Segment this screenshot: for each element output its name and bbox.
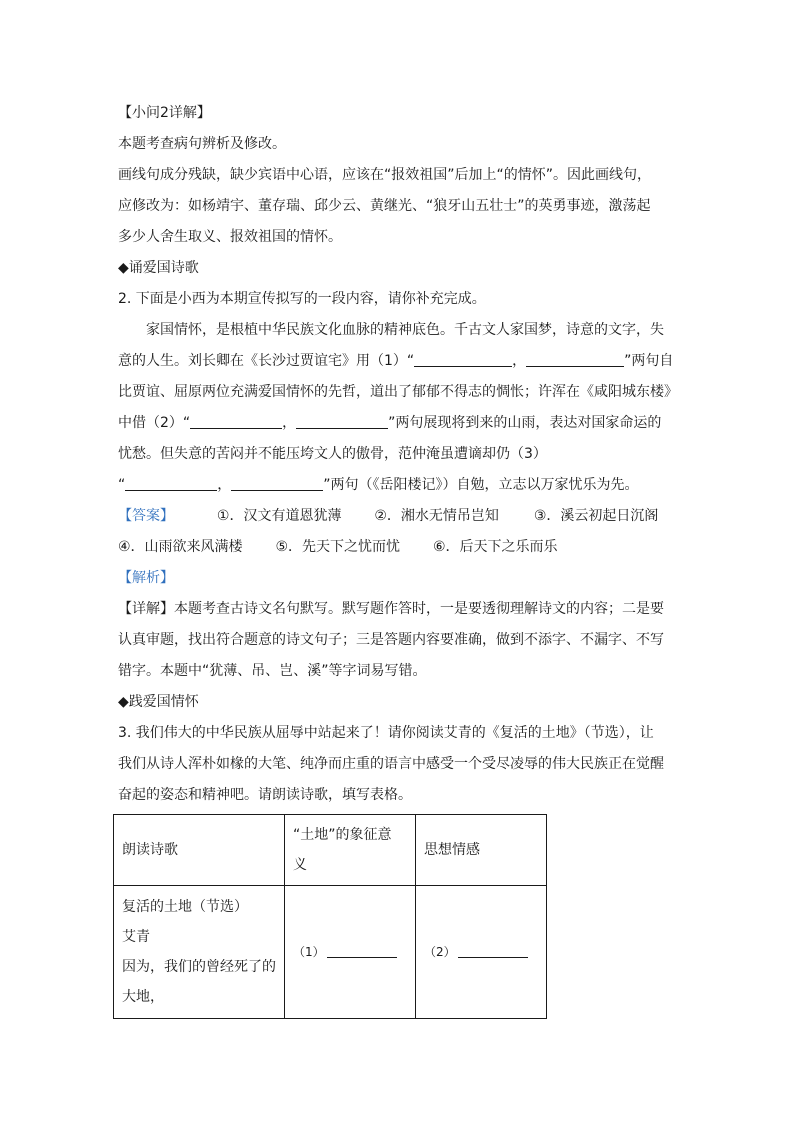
- fill-blank-6[interactable]: [231, 474, 323, 491]
- question-2-stem: 2. 下面是小西为本期宣传拟写的一段内容，请你补充完成。: [118, 291, 486, 307]
- question-3-stem: 奋起的姿态和精神吧。请朗读诗歌，填写表格。: [118, 787, 412, 803]
- header-text: 义: [293, 857, 307, 873]
- passage-line: 家国情怀，是根植中华民族文化血脉的精神底色。千古文人家国梦，诗意的文字，失: [146, 322, 664, 338]
- answer-item: ⑥．后天下之乐而乐: [432, 539, 558, 555]
- header-text: 思想情感: [424, 842, 480, 858]
- table-fill-blank-2[interactable]: [458, 943, 528, 958]
- answer-item: ④．山雨欲来风满楼: [118, 539, 243, 555]
- passage-text: ，: [282, 415, 297, 431]
- answer-cell-1: [285, 886, 416, 1019]
- passage-text: 意的人生。刘长卿在《长沙过贾谊宅》用（1）“: [118, 353, 415, 369]
- passage-text: ”两句（《岳阳楼记》）自勉，立志以万家忧乐为先。: [323, 477, 639, 493]
- question-3-stem: 3. 我们伟大的中华民族从屈辱中站起来了！请你阅读艾青的《复活的土地》（节选），让: [118, 725, 654, 741]
- blank-label: （2）: [424, 945, 456, 959]
- passage-text: “: [118, 477, 126, 493]
- answer-item: ⑤．先天下之忧而忧: [275, 539, 401, 555]
- fill-blank-1[interactable]: [414, 350, 512, 367]
- fill-blank-3[interactable]: [190, 412, 282, 429]
- table-header-row: [114, 815, 547, 886]
- answer-label: 【答案】: [118, 508, 174, 524]
- table-header-cell: [285, 815, 416, 886]
- poem-title: 复活的土地（节选）: [122, 899, 248, 915]
- passage-line: [118, 346, 678, 377]
- passage-line: 比贾谊、屈原两位充满爱国情怀的先哲，道出了郁郁不得志的惆怅；许浑在《咸阳城东楼》: [118, 384, 678, 400]
- answer-item: ②．湘水无情吊岂知: [374, 508, 499, 524]
- poem-line: 因为，我们的曾经死了的: [122, 959, 276, 975]
- poem-cell: [114, 886, 285, 1019]
- passage-text: 中借（2）“: [118, 415, 191, 431]
- answer-item: ③．溪云初起日沉阁: [533, 508, 659, 524]
- table-header-cell: [114, 815, 285, 886]
- explanation-line: 本题考查病句辨析及修改。: [118, 136, 286, 152]
- answer-cell-2: [416, 886, 547, 1019]
- table-row: [114, 886, 547, 1019]
- passage-text: ”两句自: [624, 353, 674, 369]
- passage-line: [118, 408, 678, 439]
- passage-text: ，: [512, 353, 527, 369]
- table-fill-blank-1[interactable]: [327, 943, 397, 958]
- analysis-label: 【解析】: [118, 570, 174, 586]
- answer-row: [118, 501, 678, 532]
- explanation-line: 应修改为：如杨靖宇、董存瑞、邱少云、黄继光、“狼牙山五壮士”的英勇事迹，激荡起: [118, 198, 651, 214]
- passage-text: ，: [217, 477, 232, 493]
- explanation-line: 多少人舍生取义、报效祖国的情怀。: [118, 229, 342, 245]
- detail-line: 【详解】本题考查古诗文名句默写。默写题作答时，一是要透彻理解诗文的内容；二是要: [118, 601, 664, 617]
- header-text: “土地”的象征意: [293, 827, 392, 843]
- section-heading-poetry: ◆诵爱国诗歌: [118, 260, 199, 276]
- explanation-line: 画线句成分残缺，缺少宾语中心语，应该在“报效祖国”后加上“的情怀”。因此画线句，: [118, 167, 652, 183]
- section-heading-practice: ◆践爱国情怀: [118, 694, 199, 710]
- detail-line: 错字。本题中“犹薄、吊、岂、溪”等字词易写错。: [118, 663, 427, 679]
- blank-label: （1）: [293, 945, 325, 959]
- header-text: 朗读诗歌: [122, 842, 178, 858]
- poem-table: [113, 814, 547, 1019]
- detail-line: 认真审题，找出符合题意的诗文句子；三是答题内容要准确，做到不添字、不漏字、不写: [118, 632, 664, 648]
- poem-author: 艾青: [122, 929, 150, 945]
- document-page: [118, 98, 678, 811]
- poem-line: 大地，: [122, 989, 164, 1005]
- sub-question-2-header: 【小问2详解】: [118, 105, 211, 121]
- passage-text: ”两句展现将到来的山雨，表达对国家命运的: [388, 415, 662, 431]
- fill-blank-4[interactable]: [296, 412, 388, 429]
- passage-line: 忧愁。但失意的苦闷并不能压垮文人的傲骨，范仲淹虽遭谪却仍（3）: [118, 446, 547, 462]
- table-header-cell: [416, 815, 547, 886]
- fill-blank-2[interactable]: [526, 350, 624, 367]
- answer-item: ①．汉文有道恩犹薄: [216, 508, 342, 524]
- answer-row: [118, 532, 678, 563]
- passage-line: [118, 470, 678, 501]
- fill-blank-5[interactable]: [125, 474, 217, 491]
- question-3-stem: 我们从诗人浑朴如椽的大笔、纯净而庄重的语言中感受一个受尽凌辱的伟大民族正在觉醒: [118, 756, 664, 772]
